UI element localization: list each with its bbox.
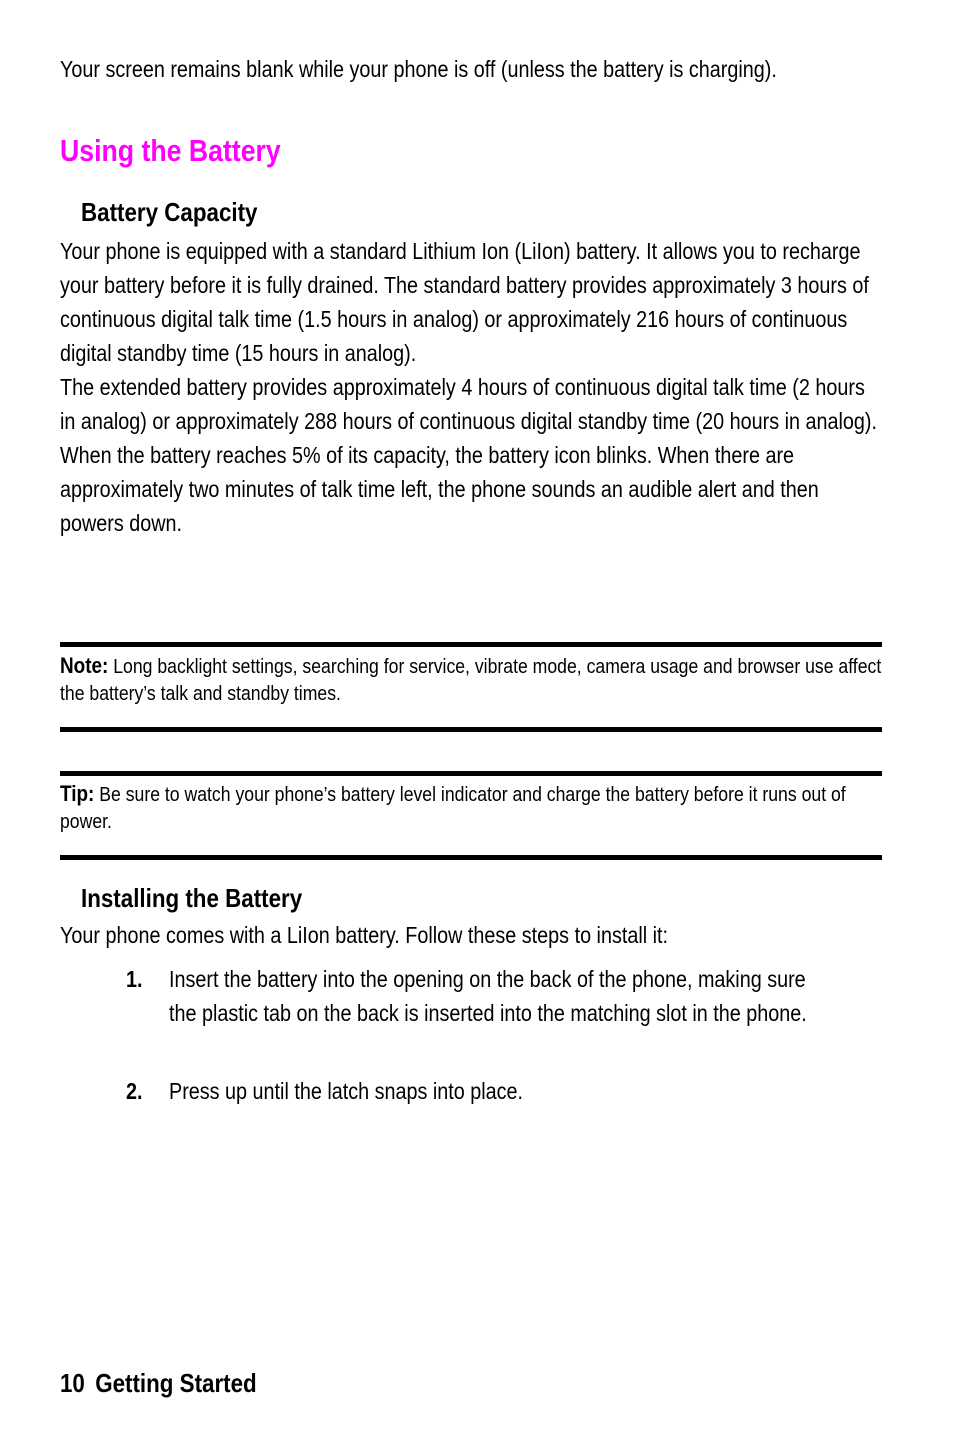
tip-bottom-rule: [60, 855, 882, 860]
installing-battery-heading: Installing the Battery: [81, 883, 303, 913]
tip-callout: [60, 780, 886, 835]
extended-battery-paragraph: The extended battery provides approximately 4 hours of continuous digital talk time (2 hours in analog) or approximately 288 hours of continuous digital standby time (20 hours in analog).: [60, 374, 877, 434]
step-text: Press up until the latch snaps into place.: [169, 1078, 524, 1104]
step-text: Insert the battery into the opening on the back of the phone, making sure the plastic tab on the back is inserted into the matching slot in the phone.: [169, 966, 807, 1026]
tip-top-rule: [60, 771, 882, 776]
tip-text: Be sure to watch your phone’s battery level indicator and charge the battery before it runs out of power.: [60, 783, 846, 833]
chapter-title: Getting Started: [95, 1368, 257, 1398]
page-number: 10: [60, 1368, 85, 1398]
step-number: 2.: [126, 1078, 143, 1104]
step-number: 1.: [126, 966, 143, 992]
note-callout: [60, 652, 886, 707]
note-label: Note:: [60, 653, 109, 678]
intro-paragraph: Your screen remains blank while your phone is off (unless the battery is charging).: [60, 56, 777, 82]
note-bottom-rule: [60, 727, 882, 732]
battery-capacity-heading: Battery Capacity: [81, 197, 258, 227]
low-battery-paragraph: When the battery reaches 5% of its capacity, the battery icon blinks. When there are approximately two minutes of talk time left, the phone sounds an audible alert and then powers down.: [60, 442, 819, 536]
note-top-rule: [60, 642, 882, 647]
page-footer: [60, 1368, 257, 1399]
standard-battery-paragraph: Your phone is equipped with a standard Lithium Ion (LiIon) battery. It allows you to recharge your battery before it is fully drained. The standard battery provides approximately 3 hours of continuous digital talk time (1.5 hours in analog) or approximately 216 hours of continuous digital standby time (15 hours in analog).: [60, 238, 869, 366]
note-text: Long backlight settings, searching for service, vibrate mode, camera usage and browser use affect the battery’s talk and standby times.: [60, 655, 882, 705]
section-title: Using the Battery: [60, 133, 281, 168]
installing-intro: Your phone comes with a LiIon battery. Follow these steps to install it:: [60, 922, 669, 948]
tip-label: Tip:: [60, 781, 95, 806]
battery-capacity-body: [60, 234, 881, 540]
